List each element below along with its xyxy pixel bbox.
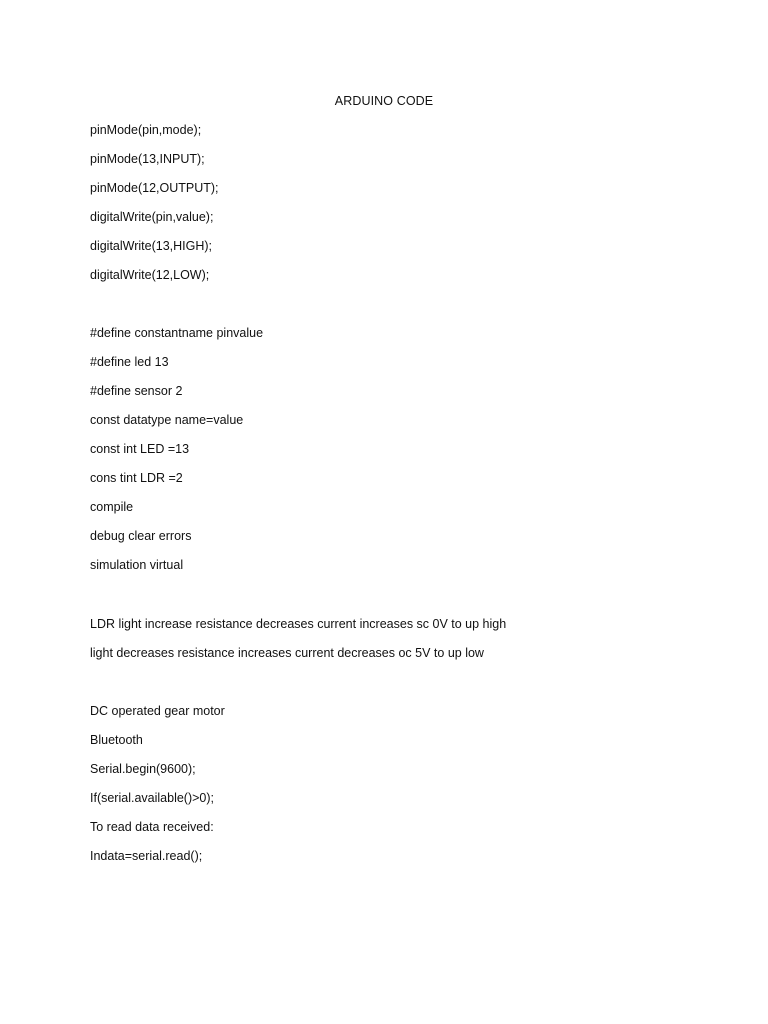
code-line: const int LED =13 xyxy=(90,442,190,456)
code-line: DC operated gear motor xyxy=(90,704,225,718)
code-line: pinMode(pin,mode); xyxy=(90,123,202,137)
code-line: pinMode(12,OUTPUT); xyxy=(90,181,219,195)
note-line: LDR light increase resistance decreases current increases sc 0V to up high xyxy=(90,617,507,631)
code-line: compile xyxy=(90,500,134,514)
code-line: digitalWrite(pin,value); xyxy=(90,210,214,224)
code-line: Bluetooth xyxy=(90,733,143,747)
note-line: light decreases resistance increases current decreases oc 5V to up low xyxy=(90,646,484,660)
code-line: Indata=serial.read(); xyxy=(90,849,203,863)
code-line: simulation virtual xyxy=(90,558,184,572)
code-line: const datatype name=value xyxy=(90,413,244,427)
code-line: Serial.begin(9600); xyxy=(90,762,196,776)
code-line: #define constantname pinvalue xyxy=(90,326,264,340)
code-line: If(serial.available()>0); xyxy=(90,791,215,805)
code-line: digitalWrite(13,HIGH); xyxy=(90,239,213,253)
code-line: pinMode(13,INPUT); xyxy=(90,152,205,166)
code-line: cons tint LDR =2 xyxy=(90,471,183,485)
code-line: #define sensor 2 xyxy=(90,384,183,398)
code-line: To read data received: xyxy=(90,820,214,834)
code-line: debug clear errors xyxy=(90,529,192,543)
code-line: #define led 13 xyxy=(90,355,169,369)
document-title: ARDUINO CODE xyxy=(334,94,434,108)
code-line: digitalWrite(12,LOW); xyxy=(90,268,210,282)
